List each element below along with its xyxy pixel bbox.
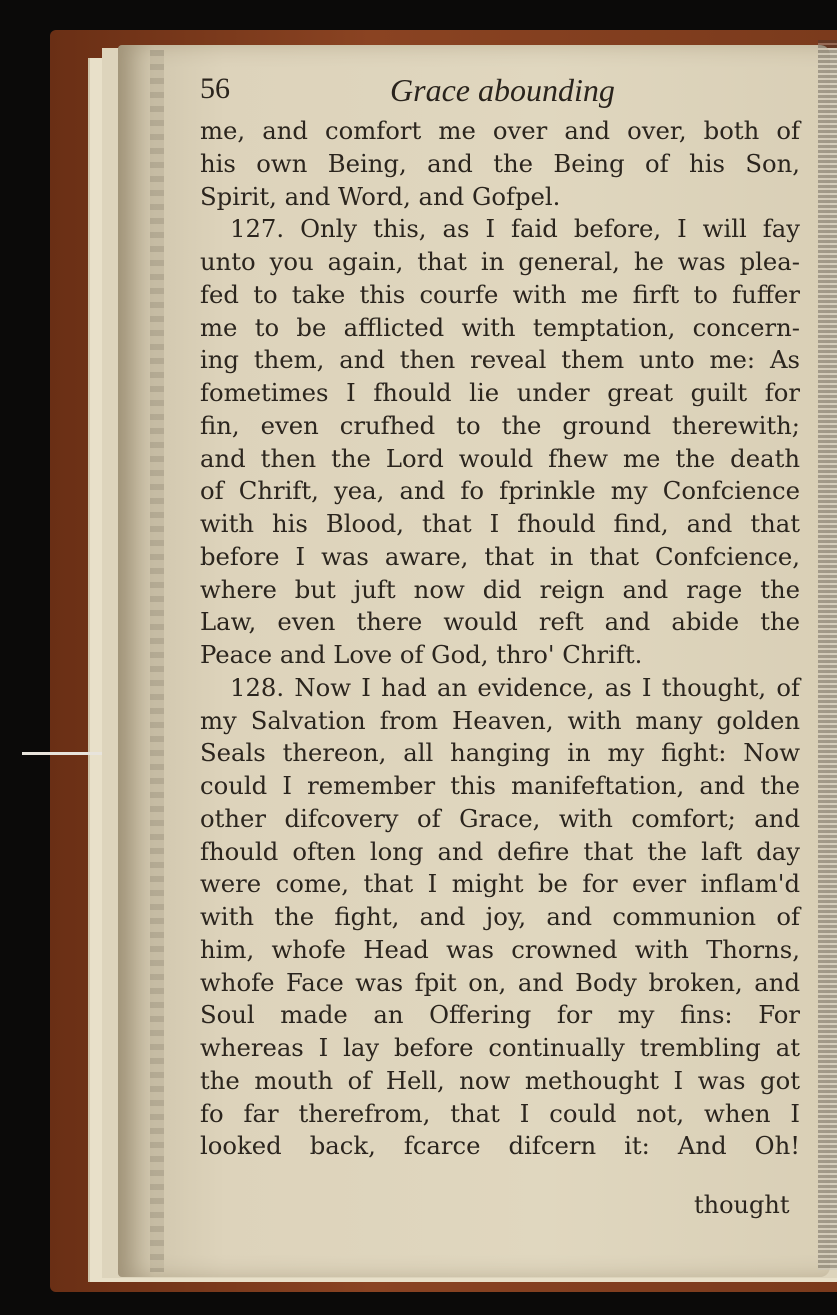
text-line: Peace and Love of God, thro' Chrift. (200, 640, 643, 669)
text-line: unto you again, that in general, he was plea- (200, 247, 800, 276)
text-line: and then the Lord would fhew me the death (200, 443, 800, 473)
text-line: with the fight, and joy, and communion of (200, 902, 800, 931)
page-number: 56 (200, 72, 230, 105)
text-line: the mouth of Hell, now methought I was got (200, 1065, 800, 1095)
text-line: fin, even crufhed to the ground therewith; (200, 410, 800, 440)
text-line: 128. Now I had an evidence, as I thought, of (230, 672, 800, 702)
text-line: ing them, and then reveal them unto me: As (200, 345, 800, 375)
text-line: fed to take this courfe with me firft to fuffer (200, 279, 800, 309)
text-line: his own Being, and the Being of his Son, (200, 148, 800, 178)
text-line: whereas I lay before continually trembling at (200, 1033, 800, 1062)
text-line: fo far therefrom, that I could not, when I (200, 1098, 800, 1128)
text-line: Law, even there would reft and abide the (200, 607, 800, 637)
running-head: Grace abounding (390, 72, 615, 108)
text-line: with his Blood, that I fhould find, and that (200, 509, 800, 538)
text-line: him, whofe Head was crowned with Thorns, (200, 934, 800, 964)
text-line: Spirit, and Word, and Gofpel. (200, 181, 561, 211)
page-header (200, 72, 810, 112)
text-line: could I remember this manifeftation, and the (200, 771, 800, 800)
text-line: my Salvation from Heaven, with many golden (200, 705, 800, 735)
body-text (200, 115, 800, 1163)
text-line: looked back, fcarce difcern it: And Oh! (200, 1131, 800, 1161)
binding-gutter (150, 50, 164, 1272)
text-line: where but juft now did reign and rage the (200, 574, 800, 604)
text-line: fometimes I fhould lie under great guilt for (200, 378, 800, 407)
text-line: Seals thereon, all hanging in my fight: Now (200, 738, 800, 768)
spine-edge (818, 40, 837, 1270)
text-line: before I was aware, that in that Confcience, (200, 541, 800, 571)
text-line: fhould often long and defire that the laft day (200, 836, 800, 866)
text-line: me, and comfort me over and over, both of (200, 116, 800, 145)
text-line: were come, that I might be for ever inflam'd (200, 869, 800, 899)
text-line: whofe Face was fpit on, and Body broken, and (200, 967, 800, 997)
text-line: 127. Only this, as I faid before, I will fay (230, 214, 800, 244)
bookmark-thread (22, 752, 102, 755)
text-line: Soul made an Offering for my fins: For (200, 1000, 800, 1030)
catchword: thought (694, 1191, 790, 1219)
text-line: of Chrift, yea, and fo fprinkle my Confcience (200, 476, 800, 506)
text-line: other difcovery of Grace, with comfort; and (200, 803, 800, 833)
text-line: me to be afflicted with temptation, concern- (200, 312, 800, 342)
